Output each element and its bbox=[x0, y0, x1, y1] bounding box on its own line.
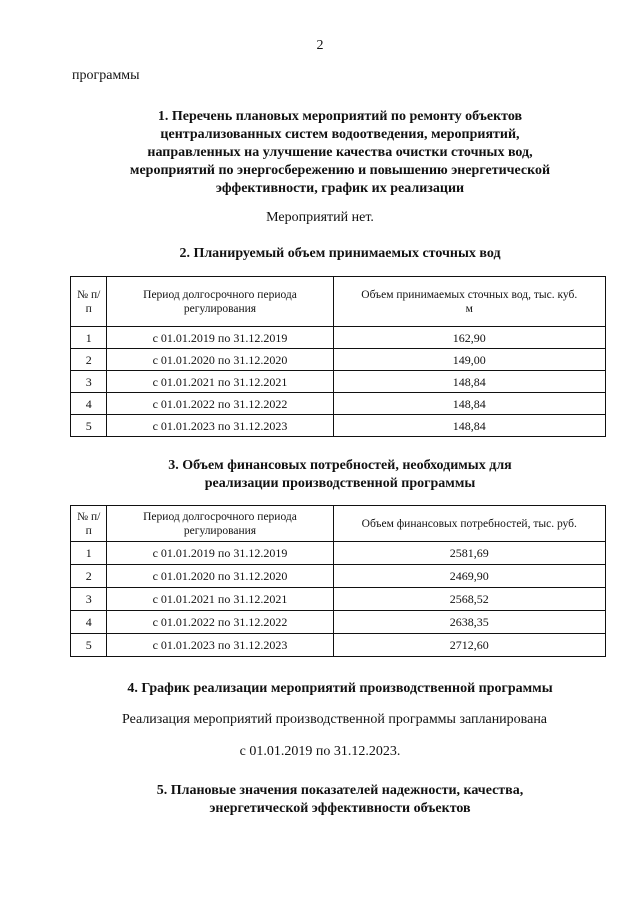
row-value: 148,84 bbox=[333, 393, 605, 415]
row-value: 2469,90 bbox=[333, 565, 605, 588]
table-row bbox=[71, 415, 606, 437]
section5-title-line: энергетической эффективности объектов bbox=[209, 801, 471, 816]
section1-title-line: 1. Перечень плановых мероприятий по ремонту объектов bbox=[157, 109, 523, 124]
col-header-period: Период долгосрочного периода регулирования bbox=[107, 277, 333, 327]
row-value: 2638,35 bbox=[333, 611, 605, 634]
section3-title-line: 3. Объем финансовых потребностей, необходимых для bbox=[168, 458, 512, 473]
row-number: 2 bbox=[71, 349, 107, 371]
table-header-row bbox=[71, 277, 606, 327]
row-period: с 01.01.2021 по 31.12.2021 bbox=[107, 588, 333, 611]
row-value: 2568,52 bbox=[333, 588, 605, 611]
section4-title: 4. График реализации мероприятий производственной программы bbox=[127, 681, 553, 696]
section1-body: Мероприятий нет. bbox=[266, 210, 374, 225]
section1-title-line: централизованных систем водоотведения, мероприятий, bbox=[160, 127, 520, 142]
section4-body-line: с 01.01.2019 по 31.12.2023. bbox=[239, 744, 401, 759]
table-row bbox=[71, 542, 606, 565]
wastewater-volume-table bbox=[70, 276, 606, 437]
section1-title-line: эффективности, график их реализации bbox=[215, 181, 465, 196]
row-period: с 01.01.2019 по 31.12.2019 bbox=[107, 542, 333, 565]
section5-title-line: 5. Плановые значения показателей надежности, качества, bbox=[156, 783, 524, 798]
row-period: с 01.01.2021 по 31.12.2021 bbox=[107, 371, 333, 393]
section2-title: 2. Планируемый объем принимаемых сточных вод bbox=[179, 246, 501, 261]
section5-title bbox=[80, 782, 600, 818]
table-row bbox=[71, 634, 606, 657]
table-row bbox=[71, 349, 606, 371]
row-value: 2712,60 bbox=[333, 634, 605, 657]
col-header-volume-line: м bbox=[465, 302, 473, 315]
row-period: с 01.01.2019 по 31.12.2019 bbox=[107, 327, 333, 349]
section3-title bbox=[80, 457, 600, 493]
table-row bbox=[71, 327, 606, 349]
row-period: с 01.01.2022 по 31.12.2022 bbox=[107, 611, 333, 634]
section1-title-line: направленных на улучшение качества очистки сточных вод, bbox=[147, 145, 533, 160]
row-value: 162,90 bbox=[333, 327, 605, 349]
row-value: 148,84 bbox=[333, 371, 605, 393]
row-value: 2581,69 bbox=[333, 542, 605, 565]
section4-body-line: Реализация мероприятий производственной программы запланирована bbox=[122, 712, 548, 727]
col-header-period: Период долгосрочного периода регулирования bbox=[107, 506, 333, 542]
row-number: 5 bbox=[71, 415, 107, 437]
table-header-row bbox=[71, 506, 606, 542]
row-number: 2 bbox=[71, 565, 107, 588]
financial-needs-table bbox=[70, 505, 606, 657]
row-number: 3 bbox=[71, 371, 107, 393]
section3-title-line: реализации производственной программы bbox=[204, 476, 476, 491]
section1-title bbox=[80, 108, 600, 198]
row-number: 1 bbox=[71, 327, 107, 349]
table-row bbox=[71, 371, 606, 393]
table-row bbox=[71, 611, 606, 634]
row-value: 149,00 bbox=[333, 349, 605, 371]
row-period: с 01.01.2023 по 31.12.2023 bbox=[107, 415, 333, 437]
row-number: 4 bbox=[71, 393, 107, 415]
table-row bbox=[71, 588, 606, 611]
col-header-volume-line: Объем принимаемых сточных вод, тыс. куб. bbox=[361, 288, 578, 301]
row-value: 148,84 bbox=[333, 415, 605, 437]
col-header-number: № п/п bbox=[71, 277, 107, 327]
col-header-volume bbox=[333, 277, 605, 327]
col-header-number: № п/п bbox=[71, 506, 107, 542]
row-period: с 01.01.2023 по 31.12.2023 bbox=[107, 634, 333, 657]
row-number: 4 bbox=[71, 611, 107, 634]
row-period: с 01.01.2020 по 31.12.2020 bbox=[107, 565, 333, 588]
row-period: с 01.01.2022 по 31.12.2022 bbox=[107, 393, 333, 415]
row-number: 1 bbox=[71, 542, 107, 565]
section1-title-line: мероприятий по энергосбережению и повышению энергетической bbox=[129, 163, 551, 178]
col-header-financial: Объем финансовых потребностей, тыс. руб. bbox=[333, 506, 605, 542]
table-row bbox=[71, 565, 606, 588]
row-period: с 01.01.2020 по 31.12.2020 bbox=[107, 349, 333, 371]
row-number: 3 bbox=[71, 588, 107, 611]
continuation-word: программы bbox=[72, 68, 140, 83]
page-number: 2 bbox=[316, 38, 324, 53]
table-row bbox=[71, 393, 606, 415]
row-number: 5 bbox=[71, 634, 107, 657]
